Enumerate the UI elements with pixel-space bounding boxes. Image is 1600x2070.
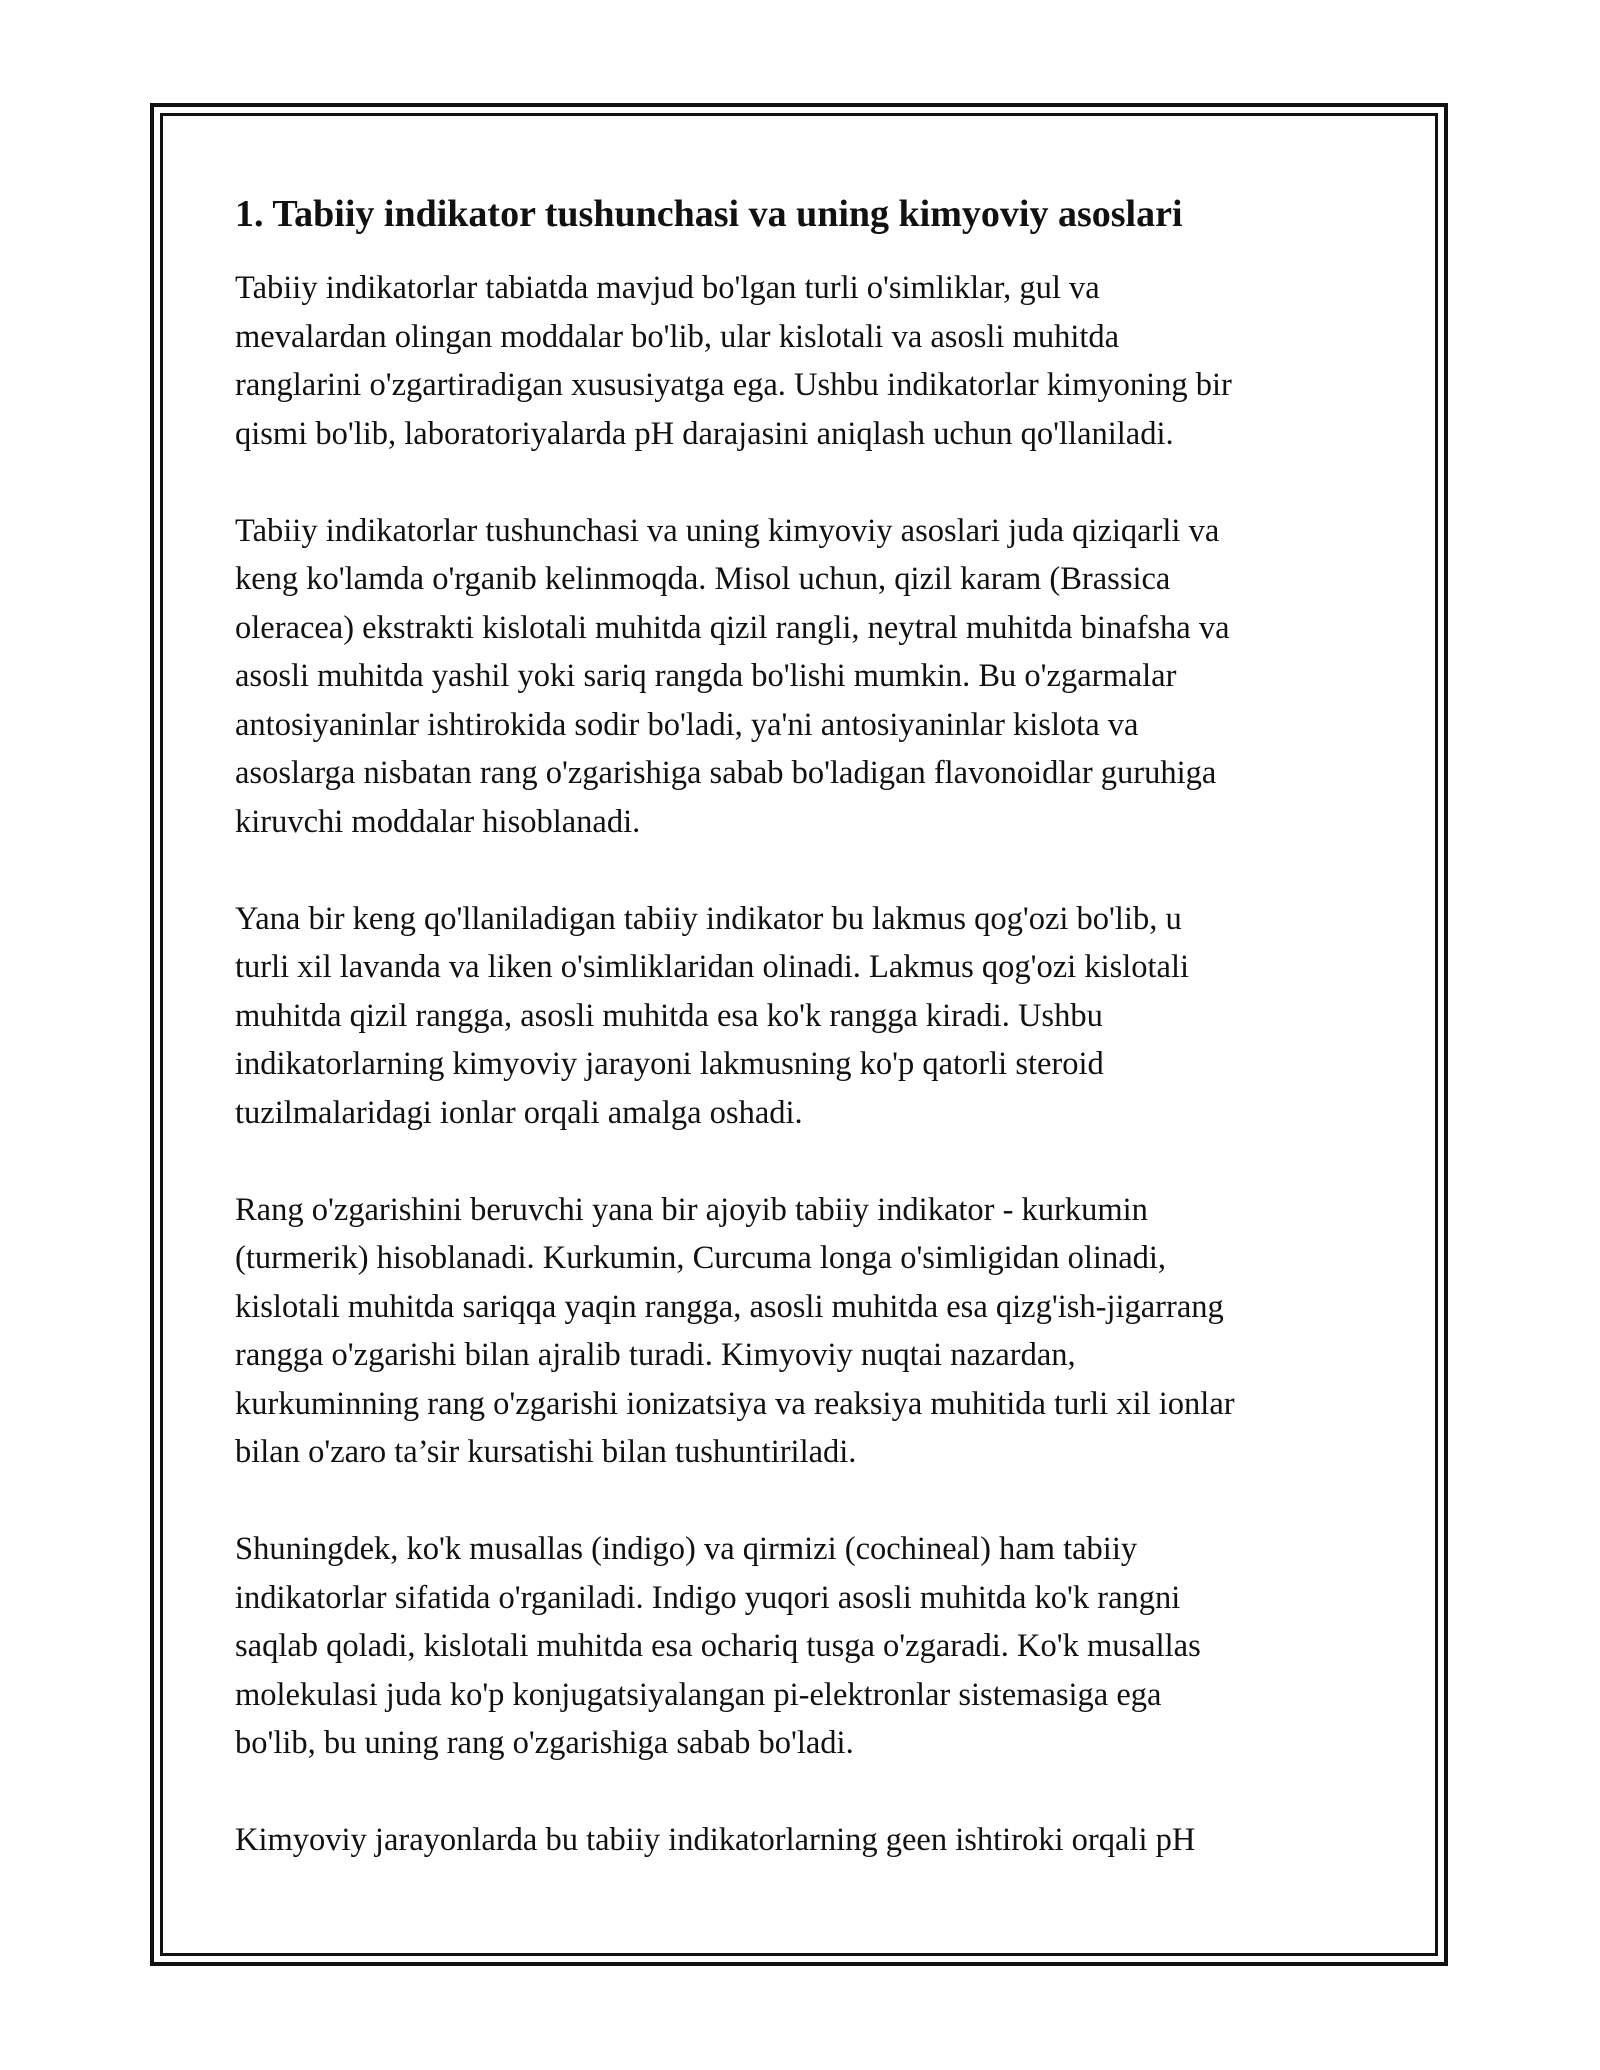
text-line: keng ko'lamda o'rganib kelinmoqda. Misol uchun, qizil karam (Brassica <box>235 561 1171 597</box>
document-body <box>235 190 1375 1913</box>
text-line: asosli muhitda yashil yoki sariq rangda bo'lishi mumkin. Bu o'zgarmalar <box>235 658 1177 694</box>
text-line: Kimyoviy jarayonlarda bu tabiiy indikatorlarning geen ishtiroki orqali pH <box>235 1822 1196 1858</box>
text-line: kurkuminning rang o'zgarishi ionizatsiya va reaksiya muhitida turli xil ionlar <box>235 1385 1235 1422</box>
text-line: qismi bo'lib, laboratoriyalarda pH darajasini aniqlash uchun qo'llaniladi. <box>235 415 1174 452</box>
text-line: Yana bir keng qo'llaniladigan tabiiy indikator bu lakmus qog'ozi bo'lib, u <box>235 900 1182 937</box>
text-line: kislotali muhitda sariqqa yaqin rangga, asosli muhitda esa qizg'ish-jigarrang <box>235 1288 1224 1325</box>
text-line: ranglarini o'zgartiradigan xususiyatga ega. Ushbu indikatorlar kimyoning bir <box>235 367 1232 403</box>
text-line: antosiyaninlar ishtirokida sodir bo'ladi, ya'ni antosiyaninlar kislota va <box>235 706 1139 743</box>
text-line: Shuningdek, ko'k musallas (indigo) va qirmizi (cochineal) ham tabiiy <box>235 1531 1138 1567</box>
text-line: Tabiiy indikatorlar tushunchasi va uning kimyoviy asoslari juda qiziqarli va <box>235 512 1220 549</box>
text-line: turli xil lavanda va liken o'simliklaridan olinadi. Lakmus qog'ozi kislotali <box>235 949 1190 985</box>
text-line: kiruvchi moddalar hisoblanadi. <box>235 803 641 840</box>
text-line: (turmerik) hisoblanadi. Kurkumin, Curcuma longa o'simligidan olinadi, <box>235 1240 1167 1276</box>
text-line: asoslarga nisbatan rang o'zgarishiga sabab bo'ladigan flavonoidlar guruhiga <box>235 755 1217 791</box>
text-line: bilan o'zaro ta’sir kursatishi bilan tushuntiriladi. <box>235 1434 857 1470</box>
text-line: saqlab qoladi, kislotali muhitda esa ochariq tusga o'zgaradi. Ko'k musallas <box>235 1628 1201 1664</box>
text-line: tuzilmalaridagi ionlar orqali amalga oshadi. <box>235 1094 803 1131</box>
text-line: rangga o'zgarishi bilan ajralib turadi. Kimyoviy nuqtai nazardan, <box>235 1337 1076 1373</box>
paragraph-3 <box>235 895 1375 1138</box>
paragraph-1 <box>235 264 1375 458</box>
text-line: oleracea) ekstrakti kislotali muhitda qizil rangli, neytral muhitda binafsha va <box>235 609 1230 646</box>
text-line: Rang o'zgarishini beruvchi yana bir ajoyib tabiiy indikator - kurkumin <box>235 1191 1148 1228</box>
text-line: mevalardan olingan moddalar bo'lib, ular kislotali va asosli muhitda <box>235 318 1120 355</box>
paragraph-5 <box>235 1525 1375 1768</box>
text-line: molekulasi juda ko'p konjugatsiyalangan pi-elektronlar sistemasiga ega <box>235 1676 1162 1713</box>
paragraph-6 <box>235 1816 1375 1865</box>
text-line: Tabiiy indikatorlar tabiatda mavjud bo'lgan turli o'simliklar, gul va <box>235 270 1100 306</box>
text-line: indikatorlarning kimyoviy jarayoni lakmusning ko'p qatorli steroid <box>235 1046 1104 1082</box>
paragraph-2 <box>235 507 1375 847</box>
text-line: indikatorlar sifatida o'rganiladi. Indigo yuqori asosli muhitda ko'k rangni <box>235 1579 1181 1616</box>
paragraph-4 <box>235 1186 1375 1477</box>
text-line: bo'lib, bu uning rang o'zgarishiga sabab bo'ladi. <box>235 1725 854 1761</box>
section-heading: 1. Tabiiy indikator tushunchasi va uning kimyoviy asoslari <box>235 193 1183 235</box>
text-line: muhitda qizil rangga, asosli muhitda esa ko'k rangga kiradi. Ushbu <box>235 997 1103 1034</box>
